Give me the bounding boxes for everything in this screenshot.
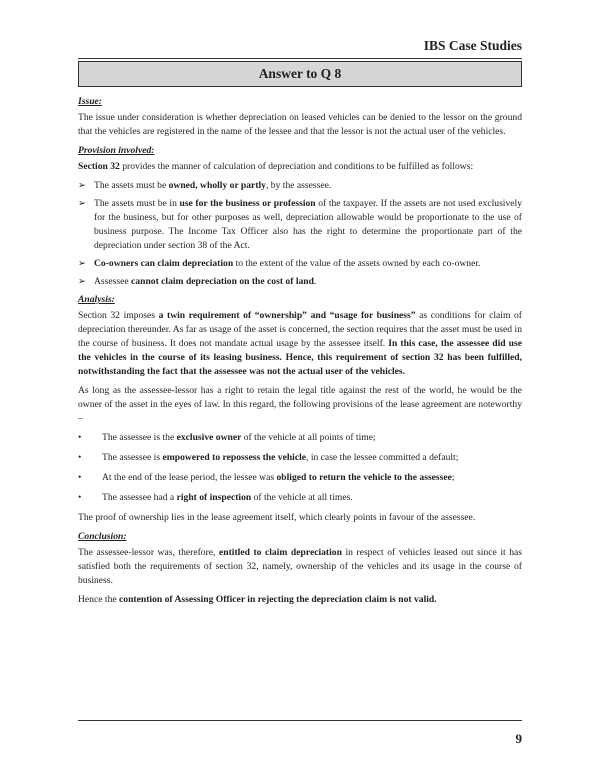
analysis-paragraph-3: The proof of ownership lies in the lease agreement itself, which clearly points in favour of the assessee.	[78, 512, 476, 523]
text-span: The assets must be in	[94, 198, 180, 209]
bullet-icon: •	[78, 432, 82, 443]
text-bold: contention of Assessing Officer in rejecting the depreciation claim is not valid.	[119, 594, 437, 605]
analysis-paragraph-2: As long as the assessee-lessor has a right to retain the legal title against the rest of the world, he would be the owner of the asset in the eyes of law. In this regard, the following provisions of the lease agreement are noteworthy –	[78, 385, 522, 424]
conclusion-paragraph-1	[78, 546, 522, 588]
lease-provision-text	[102, 471, 522, 485]
lease-provision-item	[78, 471, 522, 485]
document-body	[78, 95, 522, 612]
page-header	[78, 38, 522, 59]
text-span: , in case the lessee committed a default;	[306, 452, 459, 463]
text-span: , by the assessee.	[265, 180, 332, 191]
arrow-bullet-icon: ➢	[78, 180, 87, 191]
text-bold: cannot claim depreciation on the cost of land	[131, 276, 314, 287]
lease-provision-text	[102, 491, 522, 505]
header-title: IBS Case Studies	[423, 38, 522, 53]
text-span: The assessee is the	[102, 432, 177, 443]
text-bold: use for the business or profession	[179, 198, 316, 209]
issue-paragraph: The issue under consideration is whether depreciation on leased vehicles can be denied to the lessor on the ground that the vehicles are registered in the name of the lessee and that the lessor is not the actual user of the vehicles.	[78, 112, 522, 137]
lease-provision-item	[78, 451, 522, 465]
text-bold: exclusive owner	[176, 432, 242, 443]
text-span: of the vehicle at all times.	[251, 492, 353, 503]
text-span: At the end of the lease period, the lessee was	[102, 472, 277, 483]
text-bold: a twin requirement of “ownership” and “usage for business”	[158, 310, 416, 321]
conclusion-heading: Conclusion:	[78, 531, 127, 542]
analysis-heading: Analysis:	[78, 294, 115, 305]
text-span: The assessee is	[102, 452, 163, 463]
provision-item	[78, 197, 522, 253]
arrow-bullet-icon: ➢	[78, 198, 87, 209]
issue-heading: Issue:	[78, 96, 102, 107]
text-span: Assessee	[94, 276, 132, 287]
text-span: to the extent of the value of the assets owned by each co-owner.	[233, 258, 481, 269]
footer-divider	[78, 720, 522, 721]
bullet-icon: •	[78, 472, 82, 483]
lease-provision-text	[102, 451, 522, 465]
text-span: of the taxpayer. If the assets are not used exclusively for the business, but for other purposes as well, depreciation allowable would be proportionate to the use of business purpose. The Income Tax Officer also has the right to determine the proportionate part of the depreciation under section 38 of the Act.	[94, 198, 522, 251]
arrow-bullet-icon: ➢	[78, 276, 87, 287]
text-bold: In this case, the assessee did use the vehicles in the course of its leasing business. Hence, this requirement of section 32 has been fulfilled, notwithstanding the fact that the assessee was not the actual user of the vehicles.	[78, 338, 522, 377]
text-bold: owned, wholly or partly	[168, 180, 266, 191]
text-span: of the vehicle at all points of time;	[241, 432, 376, 443]
text-bold: obliged to return the vehicle to the assessee	[276, 472, 452, 483]
bullet-icon: •	[78, 452, 82, 463]
provision-item-text	[94, 257, 522, 271]
lease-provision-text	[102, 431, 522, 445]
text-span: as conditions for claim of depreciation thereunder. As far as usage of the asset is concerned, the section requires that the asset must be used in the course of business. It does not mandate actual usage by the assessee itself.	[78, 310, 523, 349]
bullet-icon: •	[78, 492, 82, 503]
analysis-paragraph-1	[78, 309, 522, 379]
provision-item-text	[94, 275, 522, 289]
provision-heading: Provision involved:	[78, 145, 155, 156]
provision-item-text	[94, 197, 522, 253]
text-span: in respect of vehicles leased out since it has satisfied both the requirements of section 32, namely, ownership of the vehicles and its usage in the course of business.	[78, 547, 522, 586]
text-span: The assessee-lessor was, therefore,	[78, 547, 219, 558]
answer-title: Answer to Q 8	[258, 66, 342, 81]
provision-intro-bold: Section 32	[78, 161, 120, 172]
text-span: The assets must be	[94, 180, 169, 191]
answer-title-box	[78, 61, 522, 87]
lease-provision-item	[78, 431, 522, 445]
text-span: The assessee had a	[102, 492, 177, 503]
text-bold: Co-owners can claim depreciation	[94, 258, 234, 269]
conclusion-paragraph-2	[78, 593, 522, 607]
text-bold: empowered to repossess the vehicle	[162, 452, 307, 463]
text-bold: right of inspection	[176, 492, 252, 503]
provision-item	[78, 275, 522, 289]
text-span: Section 32 imposes	[78, 310, 159, 321]
text-span: .	[313, 276, 317, 287]
provision-intro-text: provides the manner of calculation of depreciation and conditions to be fulfilled as follows:	[119, 161, 474, 172]
text-span: Hence the	[78, 594, 120, 605]
text-bold: entitled to claim depreciation	[219, 547, 342, 558]
lease-provision-item	[78, 491, 522, 505]
provision-item	[78, 257, 522, 271]
text-span: ;	[451, 472, 455, 483]
provision-item-text	[94, 179, 522, 193]
provision-intro	[78, 160, 522, 174]
page-number: 9	[515, 731, 522, 746]
arrow-bullet-icon: ➢	[78, 258, 87, 269]
provision-item	[78, 179, 522, 193]
